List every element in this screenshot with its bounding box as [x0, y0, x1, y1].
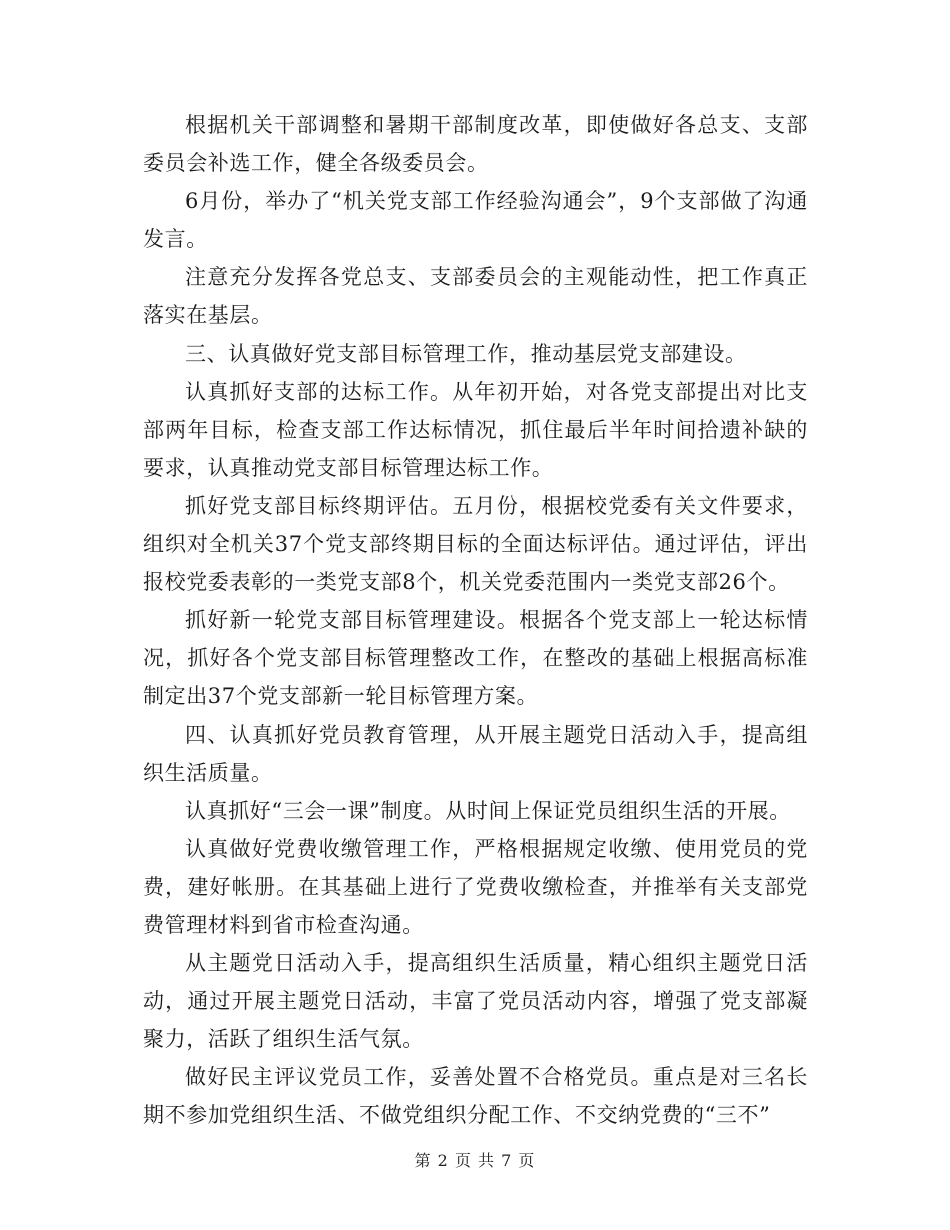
paragraph-11: 从主题党日活动入手，提高组织生活质量，精心组织主题党日活动，通过开展主题党日活动，丰富了党员活动内容，增强了党支部凝聚力，活跃了组织生活气氛。 — [143, 951, 808, 1052]
paragraph-5: 认真抓好支部的达标工作。从年初开始，对各党支部提出对比支部两年目标，检查支部工作达标情况，抓住最后半年时间拾遗补缺的要求，认真推动党支部目标管理达标工作。 — [143, 379, 808, 480]
paragraph-1: 根据机关干部调整和暑期干部制度改革，即使做好各总支、支部委员会补选工作，健全各级委员会。 — [143, 113, 808, 176]
paragraph-10: 认真做好党费收缴管理工作，严格根据规定收缴、使用党员的党费，建好帐册。在其基础上进行了党费收缴检查，并推举有关支部党费管理材料到省市检查沟通。 — [143, 836, 808, 937]
paragraph-7: 抓好新一轮党支部目标管理建设。根据各个党支部上一轮达标情况，抓好各个党支部目标管理整改工作，在整改的基础上根据高标准制定出37个党支部新一轮目标管理方案。 — [143, 608, 808, 709]
section-heading-4: 四、认真抓好党员教育管理，从开展主题党日活动入手，提高组织生活质量。 — [143, 722, 808, 785]
paragraph-12: 做好民主评议党员工作，妥善处置不合格党员。重点是对三名长期不参加党组织生活、不做党组织分配工作、不交纳党费的“三不” — [143, 1065, 808, 1128]
paragraph-9: 认真抓好“三会一课”制度。从时间上保证党员组织生活的开展。 — [185, 798, 791, 823]
page-number-footer: 第 2 页 共 7 页 — [414, 1151, 536, 1170]
paragraph-2: 6月份，举办了“机关党支部工作经验沟通会”，9个支部做了沟通发言。 — [143, 189, 808, 252]
document-body — [143, 106, 808, 1135]
paragraph-6: 抓好党支部目标终期评估。五月份，根据校党委有关文件要求，组织对全机关37个党支部终期目标的全面达标评估。通过评估，评出报校党委表彰的一类党支部8个，机关党委范围内一类党支部26个。 — [143, 493, 808, 595]
paragraph-3: 注意充分发挥各党总支、支部委员会的主观能动性，把工作真正落实在基层。 — [143, 265, 808, 328]
section-heading-3: 三、认真做好党支部目标管理工作，推动基层党支部建设。 — [185, 341, 747, 366]
